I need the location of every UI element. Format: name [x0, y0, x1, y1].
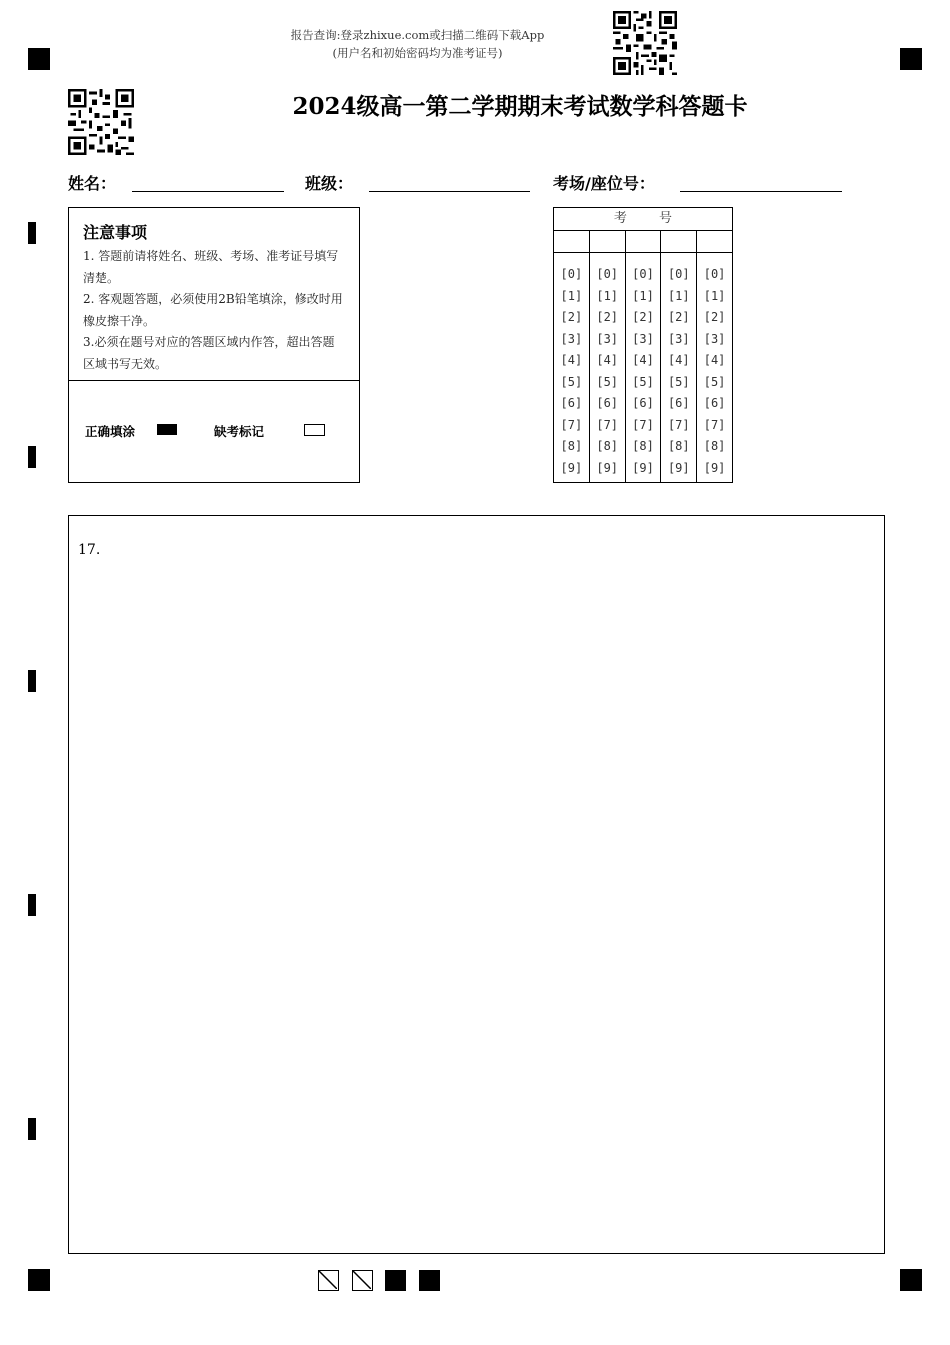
header-notice-line2: (用户名和初始密码均为准考证号) — [332, 46, 503, 60]
digit-bubble-list — [661, 264, 696, 479]
corner-mark-bottom-left — [28, 1269, 50, 1291]
side-timing-mark — [28, 446, 36, 468]
digit-bubble-list — [590, 264, 625, 479]
digit-bubble[interactable]: [6] — [703, 396, 726, 410]
exam-number-grid — [553, 207, 733, 483]
digit-bubble[interactable]: [4] — [560, 353, 583, 367]
digit-bubble[interactable]: [0] — [667, 267, 690, 281]
absent-mark-box[interactable] — [304, 424, 325, 436]
side-timing-mark — [28, 222, 36, 244]
digit-bubble[interactable]: [1] — [667, 288, 690, 303]
digit-bubble-list — [626, 264, 661, 479]
digit-bubble[interactable]: [3] — [632, 331, 654, 346]
digit-bubble[interactable]: [7] — [667, 417, 690, 432]
exam-number-column — [661, 231, 697, 482]
exam-number-write-cell[interactable] — [590, 231, 625, 253]
exam-number-write-cell[interactable] — [626, 231, 661, 253]
digit-bubble[interactable]: [9] — [632, 460, 654, 475]
digit-bubble[interactable]: [3] — [596, 331, 619, 346]
exam-number-column — [626, 231, 662, 482]
exam-number-heading: 考 号 — [554, 208, 732, 231]
digit-bubble[interactable]: [7] — [632, 417, 654, 432]
download-qr-code[interactable] — [613, 11, 677, 75]
class-field[interactable] — [369, 191, 530, 192]
digit-bubble[interactable]: [5] — [667, 374, 690, 389]
digit-bubble[interactable]: [9] — [596, 460, 619, 475]
digit-bubble[interactable]: [5] — [632, 374, 654, 389]
digit-bubble[interactable]: [0] — [703, 267, 726, 281]
digit-bubble[interactable]: [9] — [667, 460, 690, 475]
digit-bubble[interactable]: [0] — [560, 267, 583, 281]
digit-bubble[interactable]: [6] — [560, 396, 583, 410]
digit-bubble[interactable]: [9] — [703, 460, 726, 475]
absent-mark-label: 缺考标记 — [214, 424, 265, 439]
digit-bubble[interactable]: [1] — [632, 288, 654, 303]
page-title: 2024级高一第二学期期末考试数学科答题卡 — [292, 93, 748, 120]
digit-bubble[interactable]: [9] — [560, 460, 583, 475]
header-notice — [230, 26, 605, 62]
digit-bubble[interactable]: [8] — [560, 439, 583, 453]
corner-mark-top-left — [28, 48, 50, 70]
digit-bubble[interactable]: [3] — [560, 331, 583, 346]
exam-number-column — [554, 231, 590, 482]
page-mark-hatched — [318, 1270, 339, 1291]
notice-heading: 注意事项 — [83, 223, 148, 242]
side-timing-mark — [28, 670, 36, 692]
exam-number-column — [590, 231, 626, 482]
digit-bubble[interactable]: [3] — [703, 331, 726, 346]
digit-bubble[interactable]: [2] — [596, 310, 619, 324]
digit-bubble[interactable]: [0] — [596, 267, 619, 281]
digit-bubble[interactable]: [4] — [632, 353, 654, 367]
notice-box — [68, 207, 360, 483]
digit-bubble[interactable]: [2] — [560, 310, 583, 324]
digit-bubble[interactable]: [1] — [703, 288, 726, 303]
notice-item: 1. 答题前请将姓名、班级、考场、准考证号填写清楚。 — [83, 249, 339, 285]
exam-number-write-cell[interactable] — [697, 231, 732, 253]
page-mark-filled — [419, 1270, 440, 1291]
card-qr-code — [68, 89, 134, 155]
corner-mark-bottom-right — [900, 1269, 922, 1291]
seat-label: 考场/座位号： — [553, 174, 655, 193]
class-label: 班级： — [305, 174, 354, 193]
notice-item: 2. 客观题答题，必须使用2B铅笔填涂，修改时用橡皮擦干净。 — [83, 292, 343, 328]
digit-bubble[interactable]: [6] — [667, 396, 690, 410]
digit-bubble[interactable]: [7] — [596, 417, 619, 432]
correct-fill-sample — [157, 424, 177, 435]
digit-bubble[interactable]: [2] — [667, 310, 690, 324]
side-timing-mark — [28, 1118, 36, 1140]
digit-bubble[interactable]: [4] — [667, 353, 690, 367]
side-timing-mark — [28, 894, 36, 916]
digit-bubble[interactable]: [5] — [560, 374, 583, 389]
name-field[interactable] — [132, 191, 284, 192]
page-mark-filled — [385, 1270, 406, 1291]
digit-bubble[interactable]: [3] — [667, 331, 690, 346]
digit-bubble[interactable]: [8] — [596, 439, 619, 453]
digit-bubble[interactable]: [1] — [560, 288, 583, 303]
digit-bubble[interactable]: [8] — [703, 439, 726, 453]
digit-bubble[interactable]: [7] — [560, 417, 583, 432]
answer-area[interactable] — [68, 515, 885, 1254]
digit-bubble[interactable]: [7] — [703, 417, 726, 432]
seat-field[interactable] — [680, 191, 842, 192]
digit-bubble[interactable]: [5] — [703, 374, 726, 389]
header-notice-line1: 报告查询:登录zhixue.com或扫描二维码下载App — [290, 28, 545, 42]
digit-bubble[interactable]: [0] — [632, 267, 654, 281]
notice-list — [83, 246, 345, 375]
exam-number-column — [697, 231, 732, 482]
name-label: 姓名： — [68, 174, 117, 193]
exam-number-write-cell[interactable] — [661, 231, 696, 253]
exam-number-columns — [554, 231, 732, 482]
digit-bubble[interactable]: [4] — [703, 353, 726, 367]
digit-bubble[interactable]: [1] — [596, 288, 619, 303]
digit-bubble-list — [697, 264, 732, 479]
page-mark-hatched — [352, 1270, 373, 1291]
question-number: 17. — [78, 542, 101, 558]
notice-item: 3.必须在题号对应的答题区域内作答，超出答题区域书写无效。 — [83, 335, 335, 371]
digit-bubble[interactable]: [4] — [596, 353, 619, 367]
digit-bubble[interactable]: [8] — [632, 439, 654, 453]
digit-bubble-list — [554, 264, 589, 479]
digit-bubble[interactable]: [2] — [703, 310, 726, 324]
correct-fill-label: 正确填涂 — [85, 424, 136, 439]
digit-bubble[interactable]: [8] — [667, 439, 690, 453]
exam-number-write-cell[interactable] — [554, 231, 589, 253]
digit-bubble[interactable]: [2] — [632, 310, 654, 324]
corner-mark-top-right — [900, 48, 922, 70]
digit-bubble[interactable]: [5] — [596, 374, 619, 389]
digit-bubble[interactable]: [6] — [596, 396, 619, 410]
notice-divider — [69, 380, 359, 381]
digit-bubble[interactable]: [6] — [632, 396, 654, 410]
